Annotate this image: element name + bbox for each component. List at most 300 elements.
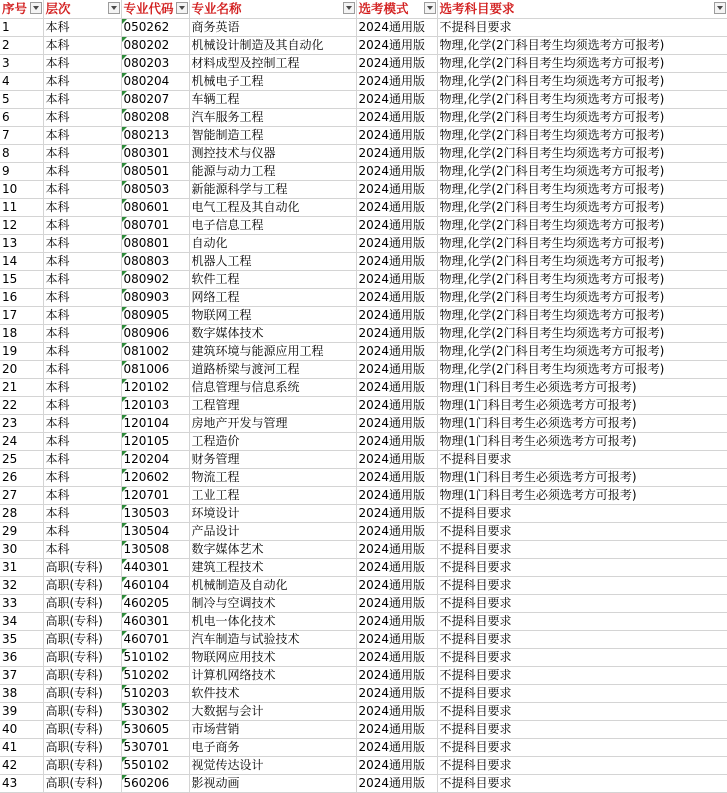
cell-index[interactable]: 21	[0, 378, 43, 396]
cell-mode[interactable]: 2024通用版	[356, 144, 437, 162]
cell-mode[interactable]: 2024通用版	[356, 558, 437, 576]
cell-requirement[interactable]: 物理(1门科目考生必须选考方可报考)	[437, 378, 727, 396]
cell-name[interactable]: 道路桥梁与渡河工程	[189, 360, 356, 378]
cell-name[interactable]: 工程造价	[189, 432, 356, 450]
cell-mode[interactable]: 2024通用版	[356, 324, 437, 342]
table-row	[0, 342, 727, 360]
cell-code[interactable]: 130504	[121, 522, 189, 540]
cell-name[interactable]: 房地产开发与管理	[189, 414, 356, 432]
cell-code[interactable]: 460701	[121, 630, 189, 648]
cell-code[interactable]: 120102	[121, 378, 189, 396]
cell-code[interactable]: 560206	[121, 774, 189, 792]
cell-mode[interactable]: 2024通用版	[356, 288, 437, 306]
cell-index[interactable]: 31	[0, 558, 43, 576]
header-cell-level[interactable]	[43, 0, 121, 18]
cell-requirement[interactable]: 物理,化学(2门科目考生均须选考方可报考)	[437, 162, 727, 180]
cell-code[interactable]: 080207	[121, 90, 189, 108]
cell-code[interactable]: 460301	[121, 612, 189, 630]
cell-index[interactable]: 23	[0, 414, 43, 432]
cell-mode[interactable]: 2024通用版	[356, 90, 437, 108]
cell-name[interactable]: 数字媒体技术	[189, 324, 356, 342]
filter-dropdown-icon[interactable]	[176, 2, 188, 14]
cell-level[interactable]: 本科	[43, 180, 121, 198]
header-cell-requirement[interactable]	[437, 0, 727, 18]
cell-code[interactable]: 120701	[121, 486, 189, 504]
cell-mode[interactable]: 2024通用版	[356, 450, 437, 468]
cell-requirement[interactable]: 不提科目要求	[437, 522, 727, 540]
cell-level[interactable]: 本科	[43, 54, 121, 72]
table-row	[0, 270, 727, 288]
cell-level[interactable]: 高职(专科)	[43, 612, 121, 630]
table-row	[0, 414, 727, 432]
table-row	[0, 324, 727, 342]
cell-index[interactable]: 8	[0, 144, 43, 162]
cell-name[interactable]: 建筑环境与能源应用工程	[189, 342, 356, 360]
cell-code[interactable]: 080903	[121, 288, 189, 306]
table-row	[0, 378, 727, 396]
cell-requirement[interactable]: 物理,化学(2门科目考生均须选考方可报考)	[437, 342, 727, 360]
cell-level[interactable]: 本科	[43, 360, 121, 378]
table-row	[0, 522, 727, 540]
cell-requirement[interactable]: 物理(1门科目考生必须选考方可报考)	[437, 396, 727, 414]
cell-code[interactable]: 080905	[121, 306, 189, 324]
cell-code[interactable]: 080801	[121, 234, 189, 252]
cell-requirement[interactable]: 物理,化学(2门科目考生均须选考方可报考)	[437, 90, 727, 108]
cell-index[interactable]: 28	[0, 504, 43, 522]
cell-requirement[interactable]: 不提科目要求	[437, 738, 727, 756]
cell-name[interactable]: 自动化	[189, 234, 356, 252]
filter-dropdown-icon[interactable]	[108, 2, 120, 14]
cell-requirement[interactable]: 物理,化学(2门科目考生均须选考方可报考)	[437, 216, 727, 234]
cell-level[interactable]: 本科	[43, 90, 121, 108]
cell-mode[interactable]: 2024通用版	[356, 72, 437, 90]
cell-name[interactable]: 汽车服务工程	[189, 108, 356, 126]
header-cell-name[interactable]	[189, 0, 356, 18]
cell-mode[interactable]: 2024通用版	[356, 342, 437, 360]
cell-name[interactable]: 数字媒体艺术	[189, 540, 356, 558]
cell-name[interactable]: 软件技术	[189, 684, 356, 702]
table-row	[0, 162, 727, 180]
table-row	[0, 702, 727, 720]
cell-name[interactable]: 电子信息工程	[189, 216, 356, 234]
cell-name[interactable]: 机械电子工程	[189, 72, 356, 90]
table-row	[0, 630, 727, 648]
cell-index[interactable]: 12	[0, 216, 43, 234]
cell-level[interactable]: 高职(专科)	[43, 576, 121, 594]
table-row	[0, 18, 727, 36]
cell-code[interactable]: 080503	[121, 180, 189, 198]
cell-name[interactable]: 计算机网络技术	[189, 666, 356, 684]
cell-code[interactable]: 080203	[121, 54, 189, 72]
cell-code[interactable]: 130508	[121, 540, 189, 558]
cell-code[interactable]: 440301	[121, 558, 189, 576]
cell-level[interactable]: 本科	[43, 432, 121, 450]
cell-code[interactable]: 081002	[121, 342, 189, 360]
cell-requirement[interactable]: 物理,化学(2门科目考生均须选考方可报考)	[437, 108, 727, 126]
cell-level[interactable]: 本科	[43, 234, 121, 252]
cell-name[interactable]: 影视动画	[189, 774, 356, 792]
cell-name[interactable]: 智能制造工程	[189, 126, 356, 144]
cell-level[interactable]: 本科	[43, 486, 121, 504]
cell-level[interactable]: 高职(专科)	[43, 684, 121, 702]
cell-code[interactable]: 080601	[121, 198, 189, 216]
cell-mode[interactable]: 2024通用版	[356, 54, 437, 72]
cell-requirement[interactable]: 物理,化学(2门科目考生均须选考方可报考)	[437, 270, 727, 288]
cell-mode[interactable]: 2024通用版	[356, 108, 437, 126]
cell-mode[interactable]: 2024通用版	[356, 180, 437, 198]
filter-dropdown-icon[interactable]	[343, 2, 355, 14]
cell-level[interactable]: 高职(专科)	[43, 738, 121, 756]
cell-name[interactable]: 测控技术与仪器	[189, 144, 356, 162]
cell-level[interactable]: 本科	[43, 198, 121, 216]
cell-mode[interactable]: 2024通用版	[356, 198, 437, 216]
cell-level[interactable]: 本科	[43, 324, 121, 342]
cell-index[interactable]: 29	[0, 522, 43, 540]
cell-mode[interactable]: 2024通用版	[356, 18, 437, 36]
cell-index[interactable]: 26	[0, 468, 43, 486]
cell-index[interactable]: 19	[0, 342, 43, 360]
cell-mode[interactable]: 2024通用版	[356, 594, 437, 612]
cell-code[interactable]: 460104	[121, 576, 189, 594]
cell-level[interactable]: 高职(专科)	[43, 774, 121, 792]
cell-name[interactable]: 信息管理与信息系统	[189, 378, 356, 396]
cell-requirement[interactable]: 不提科目要求	[437, 558, 727, 576]
cell-mode[interactable]: 2024通用版	[356, 540, 437, 558]
cell-level[interactable]: 本科	[43, 108, 121, 126]
cell-mode[interactable]: 2024通用版	[356, 270, 437, 288]
cell-name[interactable]: 环境设计	[189, 504, 356, 522]
cell-mode[interactable]: 2024通用版	[356, 666, 437, 684]
cell-mode[interactable]: 2024通用版	[356, 432, 437, 450]
table-row	[0, 252, 727, 270]
table-row	[0, 540, 727, 558]
cell-code[interactable]: 130503	[121, 504, 189, 522]
table-row	[0, 288, 727, 306]
cell-mode[interactable]: 2024通用版	[356, 774, 437, 792]
cell-code[interactable]: 510202	[121, 666, 189, 684]
cell-name[interactable]: 汽车制造与试验技术	[189, 630, 356, 648]
cell-level[interactable]: 本科	[43, 522, 121, 540]
cell-index[interactable]: 38	[0, 684, 43, 702]
cell-requirement[interactable]: 物理,化学(2门科目考生均须选考方可报考)	[437, 144, 727, 162]
cell-name[interactable]: 能源与动力工程	[189, 162, 356, 180]
cell-code[interactable]: 120602	[121, 468, 189, 486]
cell-index[interactable]: 13	[0, 234, 43, 252]
cell-level[interactable]: 高职(专科)	[43, 720, 121, 738]
cell-level[interactable]: 本科	[43, 144, 121, 162]
cell-requirement[interactable]: 不提科目要求	[437, 594, 727, 612]
cell-index[interactable]: 2	[0, 36, 43, 54]
cell-level[interactable]: 高职(专科)	[43, 648, 121, 666]
cell-mode[interactable]: 2024通用版	[356, 504, 437, 522]
cell-index[interactable]: 5	[0, 90, 43, 108]
cell-mode[interactable]: 2024通用版	[356, 162, 437, 180]
cell-name[interactable]: 新能源科学与工程	[189, 180, 356, 198]
cell-level[interactable]: 本科	[43, 162, 121, 180]
cell-index[interactable]: 33	[0, 594, 43, 612]
cell-index[interactable]: 6	[0, 108, 43, 126]
cell-name[interactable]: 机器人工程	[189, 252, 356, 270]
cell-code[interactable]: 080906	[121, 324, 189, 342]
cell-index[interactable]: 37	[0, 666, 43, 684]
table-row	[0, 90, 727, 108]
cell-index[interactable]: 20	[0, 360, 43, 378]
cell-name[interactable]: 物联网工程	[189, 306, 356, 324]
cell-index[interactable]: 22	[0, 396, 43, 414]
header-row	[0, 0, 727, 18]
cell-code[interactable]: 510102	[121, 648, 189, 666]
cell-code[interactable]: 510203	[121, 684, 189, 702]
cell-requirement[interactable]: 物理,化学(2门科目考生均须选考方可报考)	[437, 360, 727, 378]
cell-name[interactable]: 车辆工程	[189, 90, 356, 108]
cell-requirement[interactable]: 不提科目要求	[437, 450, 727, 468]
cell-name[interactable]: 财务管理	[189, 450, 356, 468]
table-row	[0, 144, 727, 162]
cell-requirement[interactable]: 物理,化学(2门科目考生均须选考方可报考)	[437, 234, 727, 252]
cell-mode[interactable]: 2024通用版	[356, 360, 437, 378]
cell-code[interactable]: 081006	[121, 360, 189, 378]
cell-level[interactable]: 本科	[43, 36, 121, 54]
cell-level[interactable]: 本科	[43, 126, 121, 144]
filter-dropdown-icon[interactable]	[424, 2, 436, 14]
header-cell-index[interactable]	[0, 0, 43, 18]
cell-index[interactable]: 10	[0, 180, 43, 198]
cell-name[interactable]: 建筑工程技术	[189, 558, 356, 576]
cell-name[interactable]: 视觉传达设计	[189, 756, 356, 774]
cell-level[interactable]: 高职(专科)	[43, 702, 121, 720]
cell-mode[interactable]: 2024通用版	[356, 720, 437, 738]
cell-index[interactable]: 16	[0, 288, 43, 306]
cell-index[interactable]: 43	[0, 774, 43, 792]
cell-code[interactable]: 120204	[121, 450, 189, 468]
cell-code[interactable]: 080202	[121, 36, 189, 54]
cell-index[interactable]: 1	[0, 18, 43, 36]
table-row	[0, 612, 727, 630]
cell-mode[interactable]: 2024通用版	[356, 378, 437, 396]
cell-code[interactable]: 080701	[121, 216, 189, 234]
cell-requirement[interactable]: 不提科目要求	[437, 666, 727, 684]
table-row	[0, 648, 727, 666]
cell-code[interactable]: 080208	[121, 108, 189, 126]
cell-mode[interactable]: 2024通用版	[356, 252, 437, 270]
cell-level[interactable]: 本科	[43, 396, 121, 414]
cell-code[interactable]: 120103	[121, 396, 189, 414]
cell-mode[interactable]: 2024通用版	[356, 738, 437, 756]
table-row	[0, 666, 727, 684]
cell-level[interactable]: 高职(专科)	[43, 666, 121, 684]
filter-dropdown-icon[interactable]	[30, 2, 42, 14]
cell-level[interactable]: 本科	[43, 216, 121, 234]
cell-code[interactable]: 530605	[121, 720, 189, 738]
cell-index[interactable]: 18	[0, 324, 43, 342]
cell-index[interactable]: 3	[0, 54, 43, 72]
cell-index[interactable]: 35	[0, 630, 43, 648]
cell-level[interactable]: 高职(专科)	[43, 756, 121, 774]
cell-name[interactable]: 物流工程	[189, 468, 356, 486]
cell-mode[interactable]: 2024通用版	[356, 36, 437, 54]
cell-mode[interactable]: 2024通用版	[356, 216, 437, 234]
cell-name[interactable]: 电子商务	[189, 738, 356, 756]
cell-name[interactable]: 商务英语	[189, 18, 356, 36]
cell-name[interactable]: 电气工程及其自动化	[189, 198, 356, 216]
cell-requirement[interactable]: 不提科目要求	[437, 630, 727, 648]
cell-level[interactable]: 本科	[43, 342, 121, 360]
header-label: 选考科目要求	[439, 1, 515, 17]
table-row	[0, 126, 727, 144]
header-label: 序号	[2, 1, 28, 17]
cell-requirement[interactable]: 不提科目要求	[437, 612, 727, 630]
cell-requirement[interactable]: 物理,化学(2门科目考生均须选考方可报考)	[437, 180, 727, 198]
cell-name[interactable]: 大数据与会计	[189, 702, 356, 720]
cell-requirement[interactable]: 不提科目要求	[437, 504, 727, 522]
cell-name[interactable]: 产品设计	[189, 522, 356, 540]
cell-mode[interactable]: 2024通用版	[356, 630, 437, 648]
cell-requirement[interactable]: 物理(1门科目考生必须选考方可报考)	[437, 486, 727, 504]
cell-mode[interactable]: 2024通用版	[356, 612, 437, 630]
cell-mode[interactable]: 2024通用版	[356, 306, 437, 324]
cell-level[interactable]: 高职(专科)	[43, 594, 121, 612]
cell-level[interactable]: 本科	[43, 378, 121, 396]
cell-level[interactable]: 本科	[43, 504, 121, 522]
cell-name[interactable]: 市场营销	[189, 720, 356, 738]
cell-name[interactable]: 工业工程	[189, 486, 356, 504]
cell-requirement[interactable]: 不提科目要求	[437, 540, 727, 558]
cell-requirement[interactable]: 不提科目要求	[437, 774, 727, 792]
cell-requirement[interactable]: 物理,化学(2门科目考生均须选考方可报考)	[437, 36, 727, 54]
cell-requirement[interactable]: 不提科目要求	[437, 720, 727, 738]
cell-level[interactable]: 高职(专科)	[43, 630, 121, 648]
table-row	[0, 468, 727, 486]
cell-requirement[interactable]: 物理,化学(2门科目考生均须选考方可报考)	[437, 72, 727, 90]
table-row	[0, 180, 727, 198]
cell-index[interactable]: 27	[0, 486, 43, 504]
cell-level[interactable]: 本科	[43, 450, 121, 468]
cell-code[interactable]: 460205	[121, 594, 189, 612]
cell-mode[interactable]: 2024通用版	[356, 684, 437, 702]
cell-requirement[interactable]: 物理,化学(2门科目考生均须选考方可报考)	[437, 54, 727, 72]
cell-index[interactable]: 42	[0, 756, 43, 774]
cell-level[interactable]: 高职(专科)	[43, 558, 121, 576]
cell-level[interactable]: 本科	[43, 288, 121, 306]
cell-index[interactable]: 39	[0, 702, 43, 720]
cell-code[interactable]: 120105	[121, 432, 189, 450]
cell-mode[interactable]: 2024通用版	[356, 468, 437, 486]
cell-name[interactable]: 物联网应用技术	[189, 648, 356, 666]
cell-index[interactable]: 36	[0, 648, 43, 666]
cell-code[interactable]: 080213	[121, 126, 189, 144]
header-cell-mode[interactable]	[356, 0, 437, 18]
cell-level[interactable]: 本科	[43, 468, 121, 486]
cell-name[interactable]: 软件工程	[189, 270, 356, 288]
table-row	[0, 774, 727, 792]
cell-code[interactable]: 120104	[121, 414, 189, 432]
cell-code[interactable]: 080902	[121, 270, 189, 288]
cell-requirement[interactable]: 不提科目要求	[437, 648, 727, 666]
cell-requirement[interactable]: 物理(1门科目考生必须选考方可报考)	[437, 432, 727, 450]
cell-requirement[interactable]: 物理,化学(2门科目考生均须选考方可报考)	[437, 126, 727, 144]
header-label: 层次	[45, 1, 71, 17]
cell-mode[interactable]: 2024通用版	[356, 756, 437, 774]
cell-mode[interactable]: 2024通用版	[356, 234, 437, 252]
cell-name[interactable]: 机械制造及自动化	[189, 576, 356, 594]
cell-name[interactable]: 机械设计制造及其自动化	[189, 36, 356, 54]
cell-index[interactable]: 25	[0, 450, 43, 468]
cell-code[interactable]: 080301	[121, 144, 189, 162]
cell-requirement[interactable]: 不提科目要求	[437, 18, 727, 36]
cell-requirement[interactable]: 物理,化学(2门科目考生均须选考方可报考)	[437, 324, 727, 342]
table-row	[0, 576, 727, 594]
cell-code[interactable]: 530302	[121, 702, 189, 720]
cell-code[interactable]: 080501	[121, 162, 189, 180]
cell-index[interactable]: 32	[0, 576, 43, 594]
cell-requirement[interactable]: 不提科目要求	[437, 702, 727, 720]
cell-mode[interactable]: 2024通用版	[356, 522, 437, 540]
cell-level[interactable]: 本科	[43, 270, 121, 288]
cell-name[interactable]: 网络工程	[189, 288, 356, 306]
filter-dropdown-icon[interactable]	[714, 2, 726, 14]
cell-requirement[interactable]: 不提科目要求	[437, 756, 727, 774]
table-row	[0, 216, 727, 234]
cell-mode[interactable]: 2024通用版	[356, 486, 437, 504]
cell-index[interactable]: 7	[0, 126, 43, 144]
cell-level[interactable]: 本科	[43, 72, 121, 90]
cell-code[interactable]: 530701	[121, 738, 189, 756]
cell-code[interactable]: 550102	[121, 756, 189, 774]
cell-index[interactable]: 24	[0, 432, 43, 450]
cell-index[interactable]: 34	[0, 612, 43, 630]
cell-name[interactable]: 机电一体化技术	[189, 612, 356, 630]
cell-name[interactable]: 工程管理	[189, 396, 356, 414]
cell-requirement[interactable]: 物理,化学(2门科目考生均须选考方可报考)	[437, 252, 727, 270]
cell-index[interactable]: 9	[0, 162, 43, 180]
table-row	[0, 396, 727, 414]
cell-level[interactable]: 本科	[43, 306, 121, 324]
cell-index[interactable]: 11	[0, 198, 43, 216]
cell-mode[interactable]: 2024通用版	[356, 702, 437, 720]
cell-requirement[interactable]: 物理,化学(2门科目考生均须选考方可报考)	[437, 198, 727, 216]
cell-requirement[interactable]: 不提科目要求	[437, 684, 727, 702]
cell-code[interactable]: 080803	[121, 252, 189, 270]
cell-mode[interactable]: 2024通用版	[356, 396, 437, 414]
cell-index[interactable]: 17	[0, 306, 43, 324]
cell-requirement[interactable]: 不提科目要求	[437, 576, 727, 594]
cell-index[interactable]: 4	[0, 72, 43, 90]
cell-requirement[interactable]: 物理(1门科目考生必须选考方可报考)	[437, 414, 727, 432]
table-row	[0, 504, 727, 522]
cell-requirement[interactable]: 物理(1门科目考生必须选考方可报考)	[437, 468, 727, 486]
cell-mode[interactable]: 2024通用版	[356, 414, 437, 432]
cell-level[interactable]: 本科	[43, 540, 121, 558]
cell-name[interactable]: 材料成型及控制工程	[189, 54, 356, 72]
cell-mode[interactable]: 2024通用版	[356, 576, 437, 594]
cell-level[interactable]: 本科	[43, 252, 121, 270]
cell-level[interactable]: 本科	[43, 18, 121, 36]
cell-requirement[interactable]: 物理,化学(2门科目考生均须选考方可报考)	[437, 288, 727, 306]
cell-index[interactable]: 30	[0, 540, 43, 558]
cell-index[interactable]: 41	[0, 738, 43, 756]
cell-code[interactable]: 080204	[121, 72, 189, 90]
cell-mode[interactable]: 2024通用版	[356, 648, 437, 666]
cell-level[interactable]: 本科	[43, 414, 121, 432]
cell-index[interactable]: 15	[0, 270, 43, 288]
header-cell-code[interactable]	[121, 0, 189, 18]
cell-requirement[interactable]: 物理,化学(2门科目考生均须选考方可报考)	[437, 306, 727, 324]
cell-name[interactable]: 制冷与空调技术	[189, 594, 356, 612]
cell-code[interactable]: 050262	[121, 18, 189, 36]
cell-mode[interactable]: 2024通用版	[356, 126, 437, 144]
cell-index[interactable]: 14	[0, 252, 43, 270]
cell-index[interactable]: 40	[0, 720, 43, 738]
